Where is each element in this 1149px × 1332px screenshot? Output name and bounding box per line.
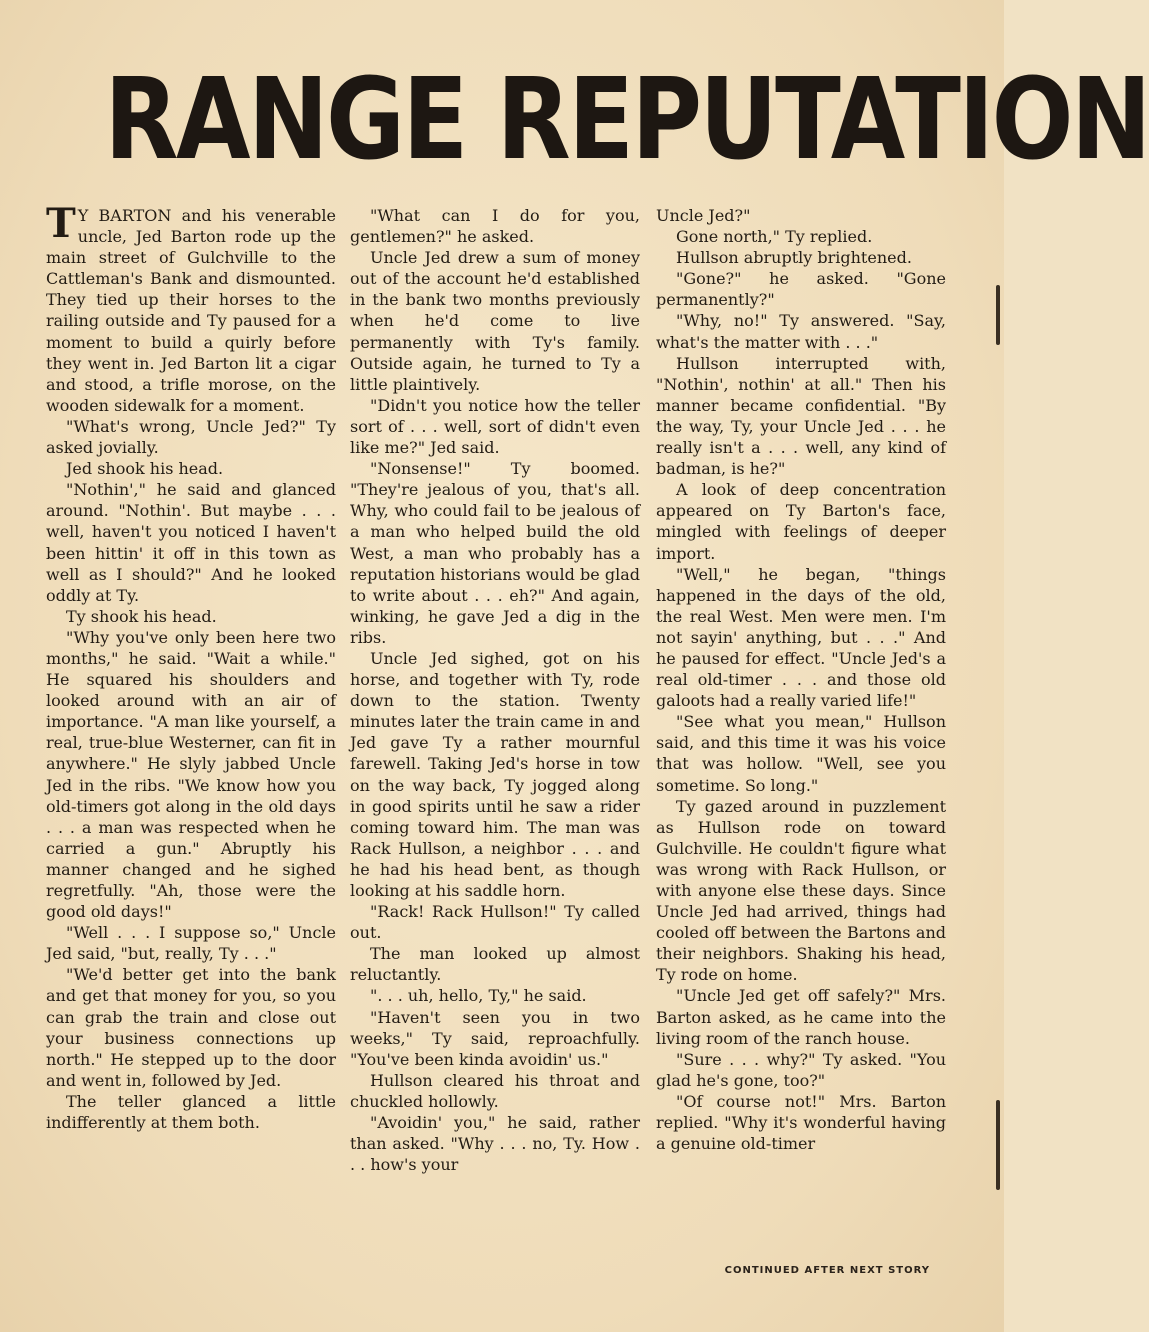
paragraph: The man looked up almost reluctantly. [350,944,640,985]
paragraph: Ty gazed around in puzzlement as Hullson rode on toward Gulchville. He couldn't figure what was wrong with Rack Hullson, or with anyone else these days. Since Uncle Jed had arrived, things had cooled off between the Bartons and their neighbors. Shaking his head, Ty rode on home. [656,796,946,985]
continued-note: CONTINUED AFTER NEXT STORY [724,1265,930,1276]
paragraph: Ty shook his head. [66,606,217,626]
paragraph: "Why, no!" Ty answered. "Say, what's the matter with . . ." [656,311,946,352]
paragraph: "Nothin'," he said and glanced around. "Nothin'. But maybe . . . well, haven't you noticed I haven't been hittin' it off in this town as well as I should?" And he looked oddly at Ty. [46,480,336,605]
paragraph-opening [46,200,336,416]
paragraph: Hullson cleared his throat and chuckled hollowly. [350,1070,640,1111]
paragraph: Gone north," Ty replied. [676,227,873,247]
paragraph: ". . . uh, hello, Ty," he said. [370,986,587,1006]
paragraph: "What's wrong, Uncle Jed?" Ty asked jovially. [46,416,336,458]
paragraph: Jed shook his head. [66,459,224,479]
paragraph: The teller glanced a little indifferently at them both. [46,1091,336,1133]
paragraph: "Avoidin' you," he said, rather than asked. "Why . . . no, Ty. How . . . how's your [350,1113,640,1175]
page-edge-mark [996,1100,1000,1190]
paragraph: A look of deep concentration appeared on Ty Barton's face, mingled with feelings of deeper import. [656,480,946,563]
text-column-2 [350,205,640,1175]
paragraph: "Why you've only been here two months," he said. "Wait a while." He squared his shoulders and looked around with an air of importance. "A man like yourself, a real, true-blue Westerner, can fit in anywhere." He slyly jabbed Uncle Jed in the ribs. "We know how you old-timers got along in the old days . . . a man was respected when he carried a gun." Abruptly his manner changed and he sighed regretfully. "Ah, those were the good old days!" [46,627,336,922]
paragraph: "See what you mean," Hullson said, and this time it was his voice that was hollow. "Well, see you sometime. So long." [656,712,946,795]
paragraph: "Well . . . I suppose so," Uncle Jed said, "but, really, Ty . . ." [46,923,336,964]
paragraph: "Didn't you notice how the teller sort of . . . well, sort of didn't even like me?" Jed said. [350,395,640,458]
paragraph: "Haven't seen you in two weeks," Ty said, reproachfully. "You've been kinda avoidin' us." [350,1007,640,1069]
page-edge-mark [996,285,1000,345]
paragraph: "Sure . . . why?" Ty asked. "You glad he's gone, too?" [656,1049,946,1090]
paragraph: "Uncle Jed get off safely?" Mrs. Barton asked, as he came into the living room of the ranch house. [656,986,946,1048]
paragraph-continued: Uncle Jed?" [656,206,751,225]
paragraph: "What can I do for you, gentlemen?" he asked. [350,206,640,247]
paragraph: "Nonsense!" Ty boomed. "They're jealous of you, that's all. Why, who could fail to be jealous of a man who helped build the old West, a man who probably has a reputation historians would be glad to write about . . . eh?" And again, winking, he gave Jed a dig in the ribs. [350,459,640,647]
story-title: RANGE REPUTATION [104,55,1149,185]
paragraph: Hullson abruptly brightened. [676,248,912,268]
paragraph: "Well," he began, "things happened in the days of the old, the real West. Men were men. I'm not sayin' anything, but . . ." And he paused for effect. "Uncle Jed's a real old-timer . . . and those old galoots had a really varied life!" [656,564,946,711]
drop-cap: T [46,200,76,247]
paragraph: "Gone?" he asked. "Gone permanently?" [656,269,946,310]
paragraph: Hullson interrupted with, "Nothin', nothin' at all." Then his manner became confidential. "By the way, Ty, your Uncle Jed . . . he really isn't a . . . well, any kind of badman, is he?" [656,353,946,479]
paragraph: "Of course not!" Mrs. Barton replied. "Why it's wonderful having a genuine old-timer [656,1091,946,1154]
text-column-1 [46,200,336,1133]
paragraph-text: Y BARTON and his venerable uncle, Jed Barton rode up the main street of Gulchville to the Cattleman's Bank and dismounted. They tied up their horses to the railing outside and Ty paused for a moment to build a quirly before they went in. Jed Barton lit a cigar and stood, a trifle morose, on the wooden sidewalk for a moment. [46,206,336,415]
paragraph: Uncle Jed sighed, got on his horse, and together with Ty, rode down to the station. Twenty minutes later the train came in and Jed gave Ty a rather mournful farewell. Taking Jed's horse in tow on the way back, Ty jogged along in good spirits until he saw a rider coming toward him. The man was Rack Hullson, a neighbor . . . and he had his head bent, as though looking at his saddle horn. [350,648,640,900]
paragraph: "Rack! Rack Hullson!" Ty called out. [350,902,640,943]
text-column-3 [656,205,946,1154]
paragraph: Uncle Jed drew a sum of money out of the account he'd established in the bank two months previously when he'd come to live permanently with Ty's family. Outside again, he turned to Ty a little plaintively. [350,248,640,394]
paragraph: "We'd better get into the bank and get that money for you, so you can grab the train and close out your business connections up north." He stepped up to the door and went in, followed by Jed. [46,965,336,1090]
